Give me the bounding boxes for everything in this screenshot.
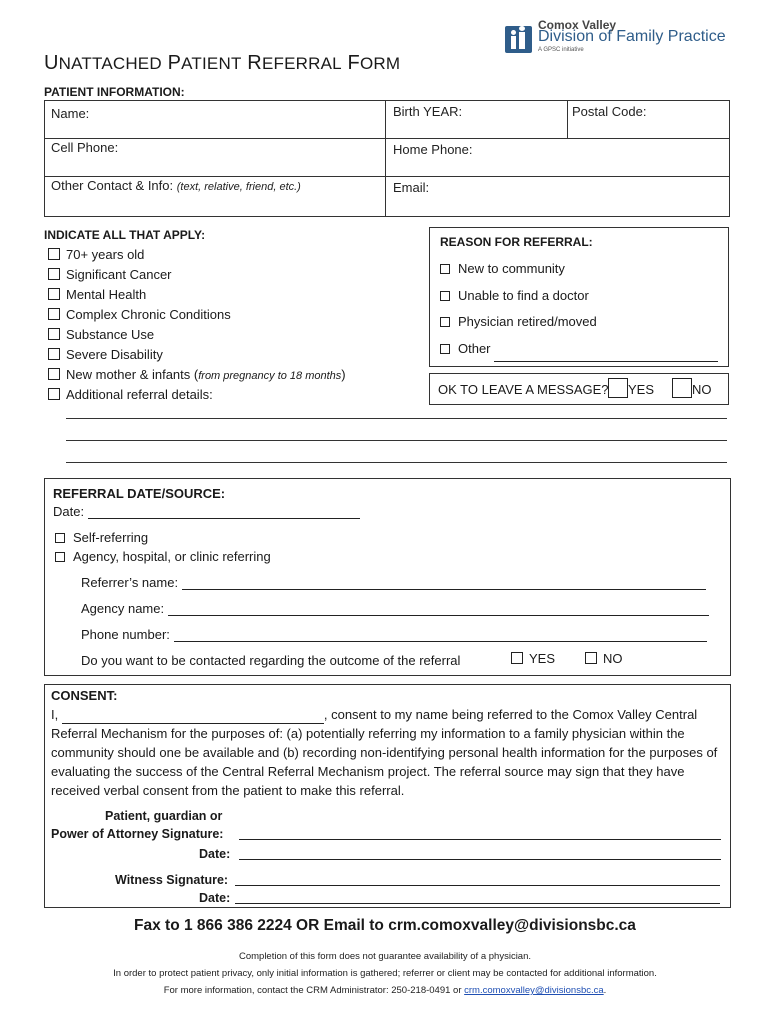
- other-reason-line[interactable]: [494, 348, 718, 362]
- message-yes-checkbox[interactable]: [608, 378, 628, 398]
- list-item[interactable]: Mental Health: [48, 285, 424, 305]
- referral-date-field[interactable]: Date:: [53, 504, 360, 519]
- list-item[interactable]: Unable to find a doctor: [440, 283, 728, 310]
- list-item[interactable]: 70+ years old: [48, 245, 424, 265]
- agency-referring-option[interactable]: Agency, hospital, or clinic referring: [55, 549, 271, 564]
- witness-signature-line[interactable]: [235, 872, 720, 886]
- other-contact-field[interactable]: Other Contact & Info: (text, relative, friend, etc.): [51, 178, 301, 193]
- footer-note-1: Completion of this form does not guarantee availability of a physician.: [238, 951, 532, 962]
- checkbox[interactable]: [48, 328, 60, 340]
- patient-signature-label-1: Patient, guardian or: [105, 809, 223, 823]
- referral-heading: REFERRAL DATE/SOURCE:: [53, 486, 226, 501]
- contact-outcome-question: Do you want to be contacted regarding the outcome of the referral: [81, 653, 461, 668]
- checkbox[interactable]: [440, 291, 450, 301]
- witness-date-line[interactable]: [235, 890, 720, 904]
- patient-signature-line[interactable]: [239, 826, 721, 840]
- checkbox[interactable]: [440, 264, 450, 274]
- checkbox[interactable]: [48, 288, 60, 300]
- birth-year-field[interactable]: Birth YEAR:: [393, 104, 463, 119]
- referral-source-box: [44, 478, 731, 676]
- list-item[interactable]: Additional referral details:: [48, 385, 424, 405]
- consent-heading: CONSENT:: [51, 688, 118, 703]
- message-no-checkbox[interactable]: [672, 378, 692, 398]
- other-contact-hint: (text, relative, friend, etc.): [176, 181, 301, 193]
- patient-date-line[interactable]: [239, 846, 721, 860]
- checkbox[interactable]: [440, 344, 450, 354]
- checkbox[interactable]: [48, 368, 60, 380]
- cell-phone-field[interactable]: Cell Phone:: [51, 140, 119, 155]
- patient-date-label: Date:: [199, 847, 231, 861]
- referrer-name-field[interactable]: Referrer’s name:: [81, 575, 706, 590]
- postal-code-field[interactable]: Postal Code:: [572, 104, 647, 119]
- email-field[interactable]: Email:: [393, 180, 430, 195]
- message-yes-label: YES: [628, 382, 655, 397]
- details-line[interactable]: [66, 418, 727, 419]
- phone-number-field[interactable]: Phone number:: [81, 627, 707, 642]
- checkbox[interactable]: [48, 388, 60, 400]
- self-referring-option[interactable]: Self-referring: [55, 530, 148, 545]
- ok-to-leave-message: [429, 373, 729, 405]
- list-item[interactable]: Substance Use: [48, 325, 424, 345]
- logo-tagline: A GPSC initiative: [538, 47, 584, 53]
- list-item[interactable]: Significant Cancer: [48, 265, 424, 285]
- checkbox[interactable]: [48, 268, 60, 280]
- checkbox[interactable]: [48, 248, 60, 260]
- list-item[interactable]: Complex Chronic Conditions: [48, 305, 424, 325]
- logo-division-name: Division of Family Practice: [538, 28, 726, 45]
- list-item[interactable]: Other: [440, 336, 728, 363]
- list-item[interactable]: Severe Disability: [48, 345, 424, 365]
- logo-region: Comox Valley: [538, 18, 617, 32]
- list-item[interactable]: New to community: [440, 256, 728, 283]
- list-item[interactable]: Physician retired/moved: [440, 309, 728, 336]
- details-line[interactable]: [66, 440, 727, 441]
- name-field[interactable]: Name:: [51, 106, 90, 121]
- footer-note-3: For more information, contact the CRM Administrator: 250-218-0491 or crm.comoxvalley@divisionsbc.ca.: [163, 985, 607, 996]
- details-line[interactable]: [66, 462, 727, 463]
- crm-email-link[interactable]: crm.comoxvalley@divisionsbc.ca: [464, 985, 604, 996]
- consent-name-line[interactable]: [62, 710, 324, 724]
- list-item[interactable]: New mother & infants (from pregnancy to 18 months): [48, 365, 424, 385]
- consent-text: I, , consent to my name being referred to the Comox Valley Central Referral Mechanism for the purposes of: (a) potentially referring my information to a family physician within the community should one be available and (b) recording non-identifying personal health information for the purposes of evaluating the success of the Central Referral Mechanism project. The referral source may sign that they have received verbal consent from the patient to make this referral.: [51, 707, 718, 798]
- witness-date-label: Date:: [199, 891, 231, 905]
- reason-heading: REASON FOR REFERRAL:: [440, 235, 593, 249]
- message-no-label: NO: [692, 382, 712, 397]
- division-logo: [505, 18, 730, 58]
- outcome-yes-option[interactable]: YES: [511, 651, 555, 666]
- agency-name-field[interactable]: Agency name:: [81, 601, 709, 616]
- checkbox[interactable]: [48, 308, 60, 320]
- footer-note-2: In order to protect patient privacy, only initial information is gathered; referrer or client may be contacted for additional information.: [113, 968, 657, 979]
- patient-info-heading: PATIENT INFORMATION:: [44, 85, 185, 99]
- consent-box: [44, 684, 731, 908]
- patient-info-table: [44, 100, 730, 217]
- ok-message-label: OK TO LEAVE A MESSAGE?: [438, 382, 609, 397]
- checkbox[interactable]: [48, 348, 60, 360]
- outcome-no-option[interactable]: NO: [585, 651, 623, 666]
- indicate-list: [44, 228, 424, 405]
- checkbox[interactable]: [440, 317, 450, 327]
- witness-signature-label: Witness Signature:: [115, 873, 229, 887]
- reason-for-referral-box: [429, 227, 729, 367]
- patient-signature-label-2: Power of Attorney Signature:: [51, 827, 224, 841]
- family-logo-icon: [505, 26, 532, 53]
- form-title: UNATTACHED PATIENT REFERRAL FORM: [44, 52, 401, 74]
- fax-email-instructions: Fax to 1 866 386 2224 OR Email to crm.comoxvalley@divisionsbc.ca: [134, 917, 636, 934]
- indicate-heading: INDICATE ALL THAT APPLY:: [44, 228, 206, 242]
- home-phone-field[interactable]: Home Phone:: [393, 142, 473, 157]
